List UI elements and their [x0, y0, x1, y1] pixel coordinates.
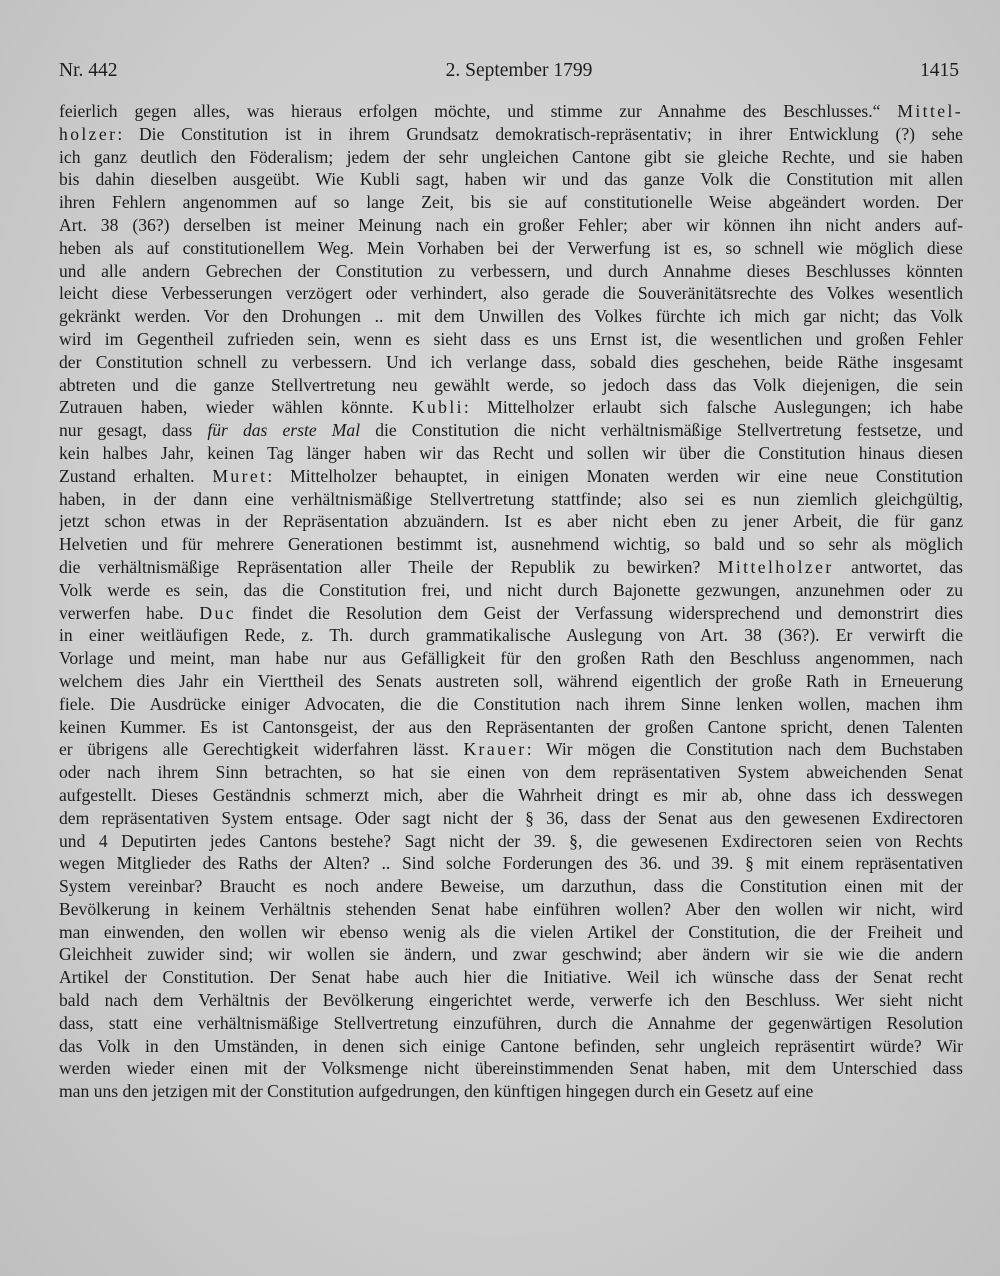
text-segment: ich ganz deutlich den Föderalism; jedem der sehr ungleichen Cantone gibt sie gleiche Rechte, und sie haben — [59, 146, 963, 167]
text-segment: Gleichheit zuwider sind; wir wollen sie ändern, und zwar geschwind; aber ändern wir sie wie die andern — [59, 944, 963, 965]
text-line — [59, 784, 963, 807]
text-line — [59, 419, 963, 442]
text-line — [59, 556, 963, 579]
text-segment: oder nach ihrem Sinn betrachten, so hat sie einen von dem repräsentativen System abweichenden Senat — [59, 762, 963, 783]
text-segment: heben als auf constitutionellem Weg. Mein Vorhaben bei der Verwerfung ist es, so schnell wie möglich diese — [59, 237, 963, 258]
text-line — [59, 921, 963, 944]
text-line — [59, 1012, 963, 1035]
text-segment: : Wir mögen die Constitution nach dem Buchstaben — [526, 739, 963, 760]
text-line — [59, 328, 963, 351]
text-segment: Helvetien und für mehrere Generationen bestimmt ist, ausnehmend wichtig, so bald und so sehr als möglich — [59, 534, 963, 555]
text-segment: in einer weitläufigen Rede, z. Th. durch grammatikalische Auslegung von Art. 38 (36?). Er verwirft die — [59, 625, 963, 646]
text-segment: keinen Kummer. Es ist Cantonsgeist, der aus den Repräsentanten der großen Cantone spricht, denen Talenten — [59, 716, 963, 737]
text-line — [59, 716, 963, 739]
text-segment: wegen Mitglieder des Raths der Alten? .. Sind solche Forderungen des 36. und 39. § mit einem repräsentativen — [59, 853, 963, 874]
page-number: 1415 — [920, 60, 959, 81]
text-line — [59, 693, 963, 716]
text-segment: ihren Fehlern angenommen auf so lange Zeit, bis sie auf constitutionelle Weise abgeändert worden. Der — [59, 192, 963, 213]
text-segment: verwerfen habe. — [59, 602, 200, 623]
text-segment: Artikel der Constitution. Der Senat habe auch hier die Initiative. Weil ich wünsche dass der Senat recht — [59, 967, 963, 988]
text-segment: bald nach dem Verhältnis der Bevölkerung eingerichtet werde, verwerfe ich den Beschluss. Wer sieht nicht — [59, 990, 963, 1011]
text-line — [59, 488, 963, 511]
text-segment: und 4 Deputirten jedes Cantons bestehe? Sagt nicht der 39. §, die gewesenen Exdirectoren seien von Rechts — [59, 830, 963, 851]
text-line — [59, 624, 963, 647]
text-line — [59, 533, 963, 556]
text-segment: die Constitution die nicht verhältnismäßige Stellvertretung festsetze, und — [360, 420, 963, 441]
text-line — [59, 237, 963, 260]
text-line — [59, 830, 963, 853]
text-line — [59, 214, 963, 237]
text-segment: antwortet, das — [833, 556, 963, 577]
speaker-name: holzer — [59, 123, 118, 144]
text-line — [59, 579, 963, 602]
text-line — [59, 396, 963, 419]
document-number: Nr. 442 — [59, 60, 118, 81]
text-segment: werden wieder einen mit der Volksmenge nicht übereinstimmenden Senat haben, mit dem Unterschied dass — [59, 1058, 963, 1079]
text-segment: jetzt schon etwas in der Repräsentation abzuändern. Ist es aber nicht eben zu jener Arbeit, die für ganz — [59, 511, 963, 532]
text-line — [59, 465, 963, 488]
text-segment: das Volk in den Umständen, in denen sich einige Cantone befinden, sehr ungleich repräsentirt würde? Wir — [59, 1035, 963, 1056]
text-segment: Volk werde es sein, das die Constitution frei, und nicht durch Bajonette gezwungen, anzunehmen oder zu — [59, 579, 963, 600]
text-segment: dass, statt eine verhältnismäßige Stellvertretung einzuführen, durch die Annahme der gegenwärtigen Resolution — [59, 1012, 963, 1033]
text-line — [59, 1057, 963, 1080]
text-line — [59, 807, 963, 830]
text-segment: Art. 38 (36?) derselben ist meiner Meinung nach ein großer Fehler; aber wir können ihn nicht anders auf- — [59, 214, 963, 235]
text-segment: : Mittelholzer erlaubt sich falsche Auslegungen; ich habe — [463, 397, 963, 418]
text-segment: : Die Constitution ist in ihrem Grundsatz demokratisch-repräsentativ; in ihrer Entwicklung (?) sehe — [117, 123, 963, 144]
text-line — [59, 146, 963, 169]
text-line — [59, 191, 963, 214]
speaker-name: Duc — [199, 602, 236, 623]
text-line — [59, 374, 963, 397]
text-line — [59, 647, 963, 670]
speaker-name: Kubli — [411, 397, 464, 418]
text-line — [59, 670, 963, 693]
text-line — [59, 305, 963, 328]
text-segment: leicht diese Verbesserungen verzögert oder verhindert, also gerade die Souveränitätsrechte des Volkes wesentlich — [59, 283, 963, 304]
text-segment: er übrigens alle Gerechtigkeit widerfahren lässt. — [59, 739, 464, 760]
text-line — [59, 852, 963, 875]
text-segment: : Mittelholzer behauptet, in einigen Monaten werden wir eine neue Constitution — [267, 465, 963, 486]
speaker-name: Krauer — [463, 739, 527, 760]
text-line — [59, 898, 963, 921]
text-segment: und alle andern Gebrechen der Constitution zu verbessern, und durch Annahme dieses Beschlusses könnten — [59, 260, 963, 281]
speaker-name: Muret — [212, 465, 268, 486]
text-segment: feierlich gegen alles, was hieraus erfolgen möchte, und stimme zur Annahme des Beschlusses.“ — [59, 101, 898, 121]
text-segment: fiele. Die Ausdrücke einiger Advocaten, die die Constitution nach ihrem Sinne lenken wollen, machen ihm — [59, 693, 963, 714]
text-segment: System vereinbar? Braucht es noch andere Beweise, um darzuthun, dass die Constitution einen mit der — [59, 876, 963, 897]
text-segment: aufgestellt. Dieses Geständnis schmerzt mich, aber die Wahrheit dringt es mir ab, ohne dass ich desswegen — [59, 784, 963, 805]
text-segment: man uns den jetzigen mit der Constitution aufgedrungen, den künftigen hingegen durch ein Gesetz auf eine — [59, 1081, 814, 1102]
text-line — [59, 602, 963, 625]
text-segment: dem repräsentativen System entsage. Oder sagt nicht der § 36, dass der Senat aus den gewesenen Exdirectoren — [59, 807, 963, 828]
text-segment: Bevölkerung in keinem Verhältnis stehenden Senat habe einführen wollen? Aber den wollen wir nicht, wird — [59, 898, 963, 919]
text-line — [59, 260, 963, 283]
text-line — [59, 738, 963, 761]
running-head — [59, 60, 959, 86]
text-line — [59, 168, 963, 191]
text-segment: der Constitution schnell zu verbessern. Und ich verlange dass, sobald dies geschehen, beide Räthe insgesamt — [59, 351, 963, 372]
text-segment: Zustand erhalten. — [59, 465, 213, 486]
text-segment: die verhältnismäßige Repräsentation aller Theile der Republik zu bewirken? — [59, 556, 718, 577]
text-segment: haben, in der dann eine verhältnismäßige Stellvertretung stattfinde; also sei es nun ziemlich gleichgültig, — [59, 488, 963, 509]
text-segment: Vorlage und meint, man habe nur aus Gefälligkeit für den großen Rath den Beschluss angenommen, nach — [59, 648, 963, 669]
text-line — [59, 1080, 963, 1103]
text-line — [59, 442, 963, 465]
text-line — [59, 966, 963, 989]
text-line — [59, 989, 963, 1012]
text-line — [59, 943, 963, 966]
page-date: 2. September 1799 — [445, 60, 593, 81]
speaker-name: Mittel- — [897, 101, 963, 121]
text-line — [59, 351, 963, 374]
text-segment: nur gesagt, dass — [59, 420, 208, 441]
text-segment: wird im Gegentheil zufrieden sein, wenn es sieht dass es uns Ernst ist, die wesentlichen und großen Fehler — [59, 328, 963, 349]
body-text — [59, 100, 963, 1103]
text-line — [59, 761, 963, 784]
text-line — [59, 282, 963, 305]
text-segment: man einwenden, den wollen wir ebenso wenig als die vielen Artikel der Constitution, die der Freiheit und — [59, 921, 963, 942]
text-line — [59, 123, 963, 146]
text-segment: bis dahin dieselben ausgeübt. Wie Kubli sagt, haben wir und das ganze Volk die Constitution mit allen — [59, 169, 963, 190]
text-line — [59, 1035, 963, 1058]
italic-phrase: für das erste Mal — [207, 420, 361, 441]
text-line — [59, 510, 963, 533]
text-line — [59, 875, 963, 898]
text-segment: welchem dies Jahr ein Vierttheil des Senats austreten soll, während eigentlich der große Rath in Erneuerung — [59, 670, 963, 691]
text-line — [59, 100, 963, 123]
text-segment: findet die Resolution dem Geist der Verfassung widersprechend und demonstrirt dies — [235, 602, 963, 623]
text-segment: kein halbes Jahr, keinen Tag länger haben wir das Recht und sollen wir über die Constitution hinaus diesen — [59, 442, 963, 463]
text-segment: abtreten und die ganze Stellvertretung neu gewählt werde, so jedoch dass das Volk diejenigen, die sein — [59, 374, 963, 395]
speaker-name: Mittelholzer — [717, 556, 834, 577]
text-segment: gekränkt werden. Vor den Drohungen .. mit dem Unwillen des Volkes fürchte ich mich gar nicht; das Volk — [59, 306, 963, 327]
text-segment: Zutrauen haben, wieder wählen könnte. — [59, 397, 412, 418]
